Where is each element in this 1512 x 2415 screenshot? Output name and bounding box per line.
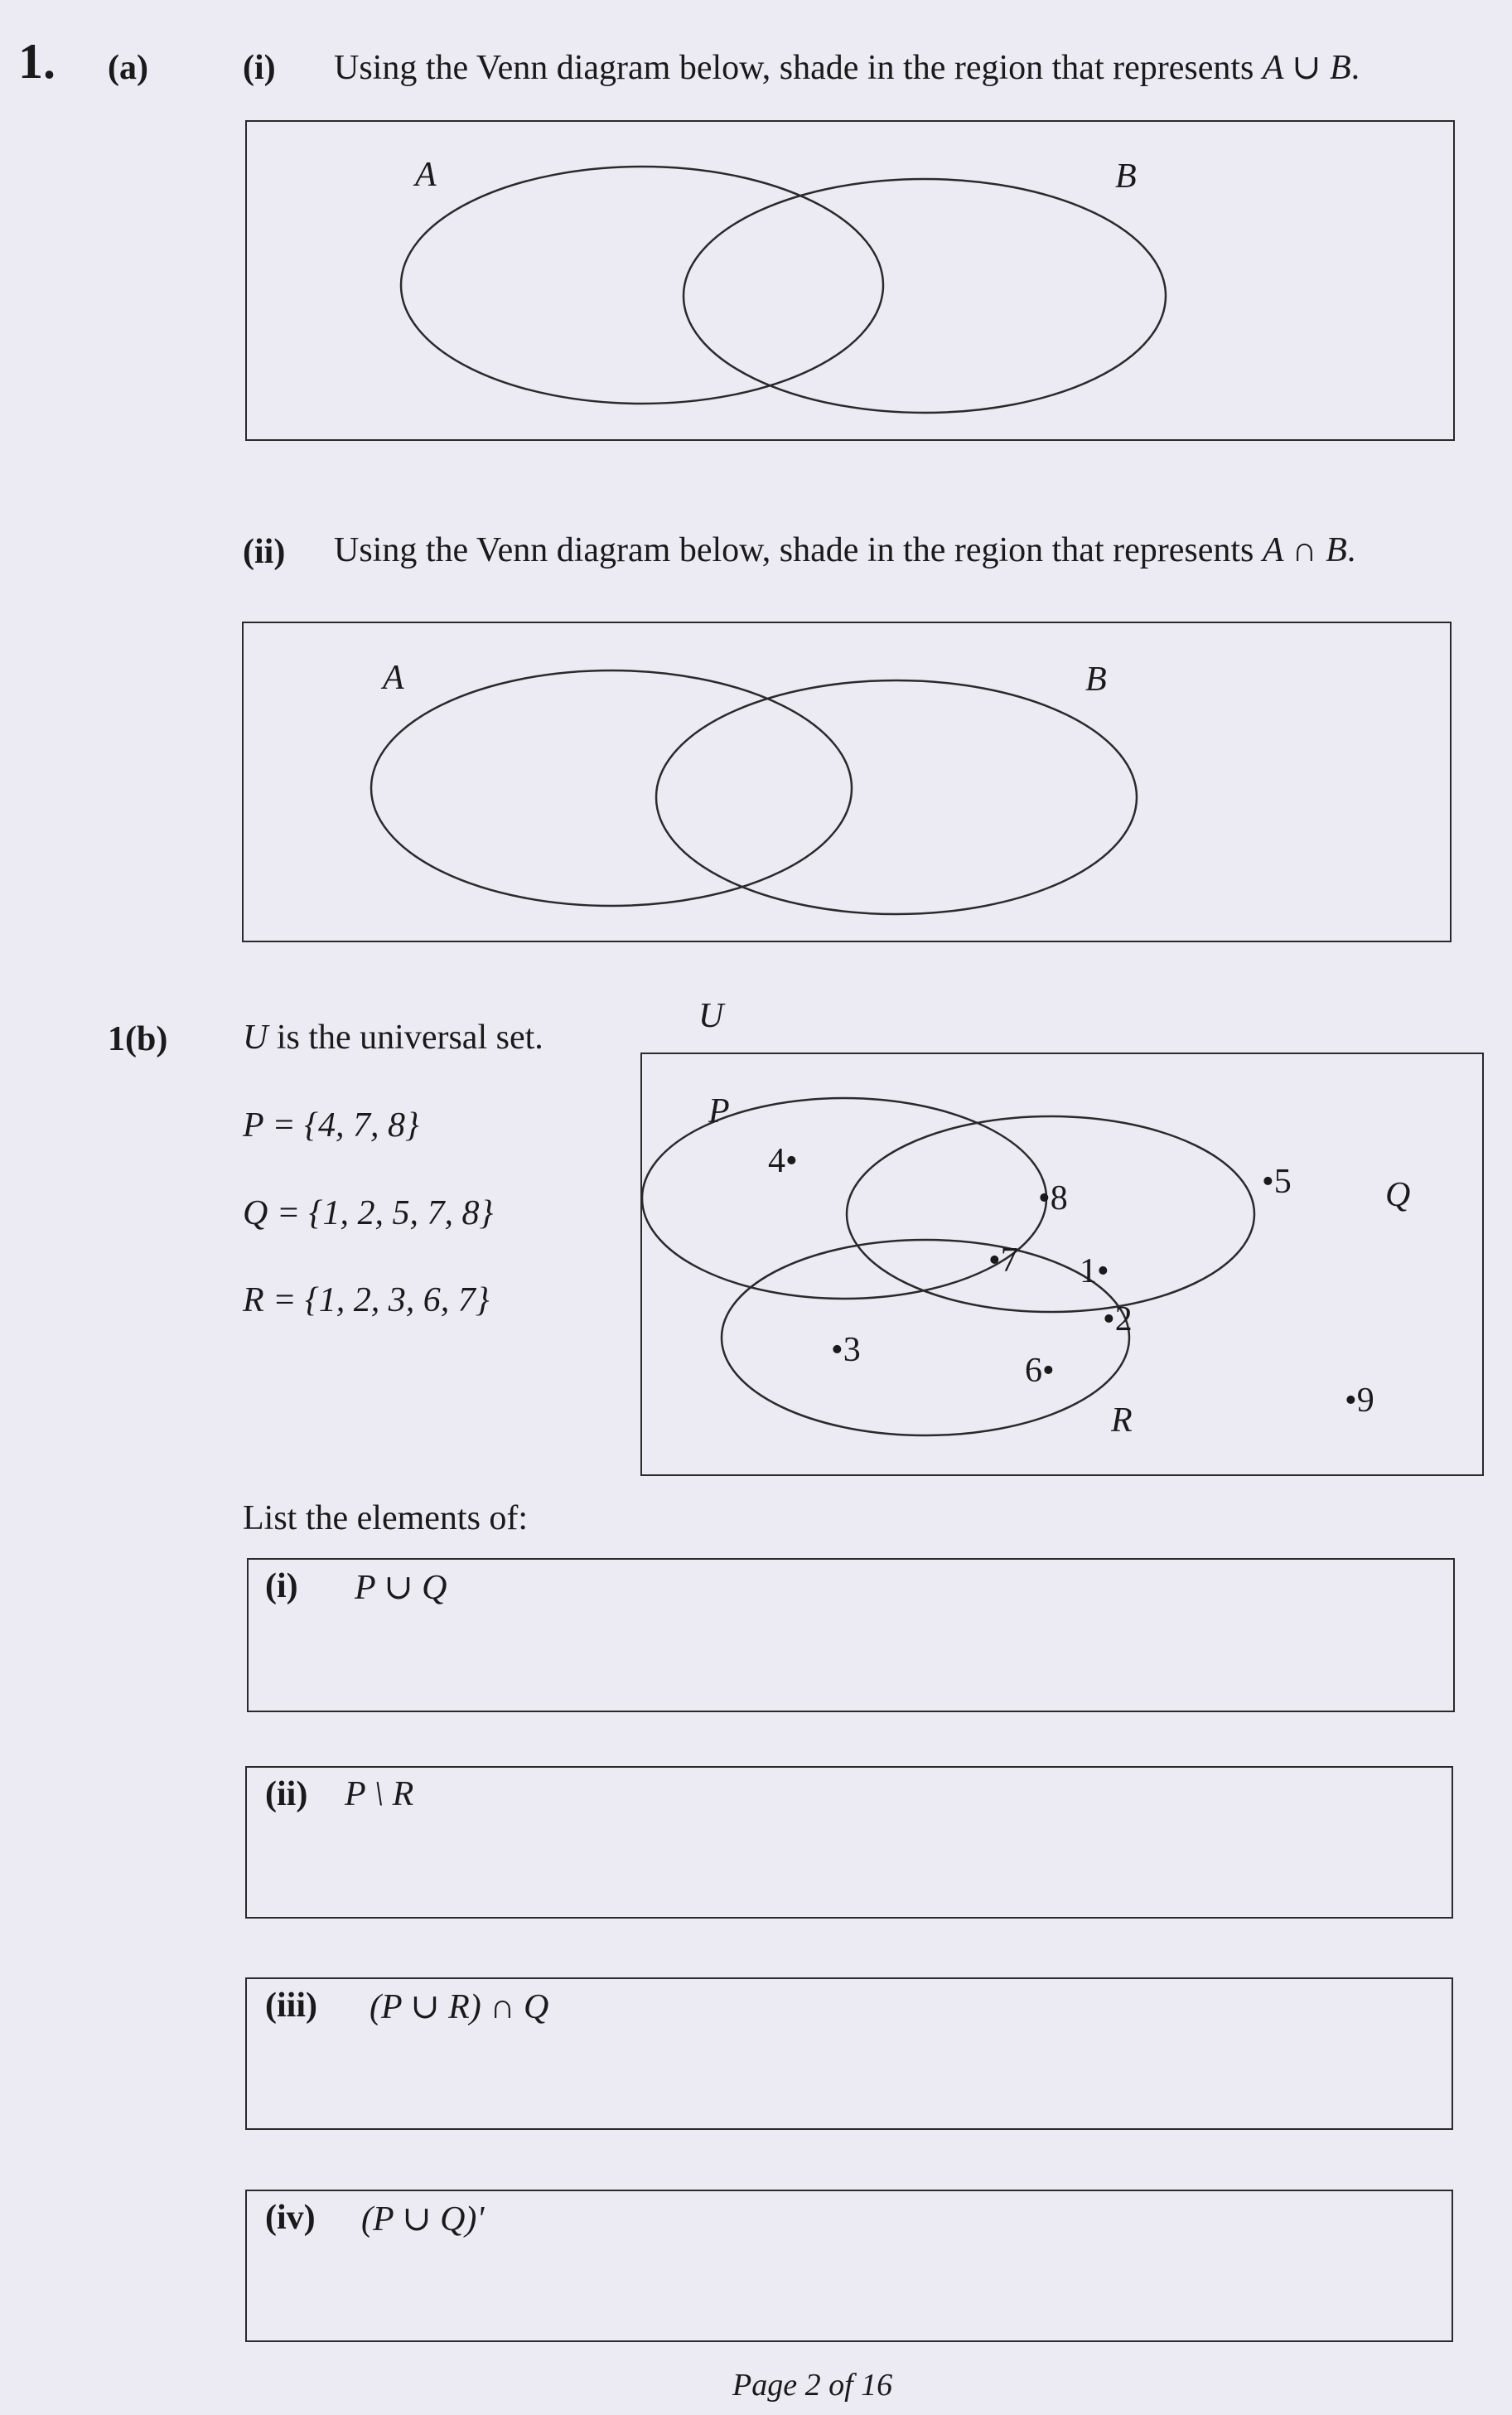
element-8: •8 [1038, 1179, 1068, 1217]
answer-box-iv[interactable] [245, 2190, 1453, 2342]
set-r-label: R [1111, 1401, 1133, 1440]
question-number: 1. [18, 34, 56, 89]
venn-diagram-pqr [640, 1053, 1484, 1476]
universal-set-statement: U is the universal set. [243, 1019, 543, 1057]
set-r-ellipse [722, 1240, 1129, 1435]
answer-iii-expression: (P ∪ R) ∩ Q [370, 1988, 549, 2026]
part-a-i-label: (i) [243, 49, 276, 87]
set-p-label: P [708, 1092, 730, 1130]
set-p-ellipse [642, 1098, 1046, 1299]
set-a-ellipse[interactable] [401, 167, 883, 404]
set-p-definition: P = {4, 7, 8} [243, 1106, 419, 1145]
set-a-ellipse[interactable] [371, 670, 852, 906]
part-a-i-expression: A ∪ B [1262, 49, 1351, 87]
element-1: 1• [1080, 1252, 1109, 1290]
venn-diagram-a-union-b[interactable] [245, 120, 1455, 441]
element-7: •7 [988, 1241, 1018, 1280]
part-a-label: (a) [108, 49, 148, 87]
element-9: •9 [1345, 1382, 1374, 1420]
answer-iii-label: (iii) [265, 1987, 317, 2025]
answer-ii-label: (ii) [265, 1775, 308, 1813]
answer-box-ii[interactable] [245, 1766, 1453, 1919]
part-a-ii-expression: A ∩ B [1262, 531, 1347, 569]
set-a-label: A [415, 156, 437, 194]
answer-box-iii[interactable] [245, 1977, 1453, 2130]
set-b-label: B [1115, 157, 1137, 196]
element-5: •5 [1262, 1163, 1292, 1201]
set-q-label: Q [1385, 1176, 1411, 1214]
part-b-label: 1(b) [108, 1020, 168, 1058]
answer-box-i[interactable] [247, 1558, 1455, 1712]
element-2: •2 [1103, 1300, 1133, 1338]
answer-i-label: (i) [265, 1567, 298, 1605]
page-number: Page 2 of 16 [732, 2368, 893, 2403]
part-a-ii-label: (ii) [243, 533, 286, 571]
element-3: •3 [831, 1331, 861, 1369]
answer-iv-expression: (P ∪ Q)' [361, 2200, 485, 2238]
element-6: 6• [1025, 1352, 1055, 1390]
element-4: 4• [768, 1142, 798, 1180]
answer-ii-expression: P \ R [345, 1775, 414, 1813]
venn-diagram-a-intersection-b[interactable] [242, 622, 1452, 942]
set-r-definition: R = {1, 2, 3, 6, 7} [243, 1281, 490, 1319]
universal-set-label: U [698, 997, 724, 1035]
list-prompt: List the elements of: [243, 1499, 529, 1537]
answer-iv-label: (iv) [265, 2199, 316, 2237]
set-a-label: A [383, 659, 404, 697]
set-q-definition: Q = {1, 2, 5, 7, 8} [243, 1194, 494, 1232]
part-a-i-instruction: Using the Venn diagram below, shade in the region that represents A ∪ B. [334, 49, 1360, 87]
set-b-label: B [1085, 661, 1107, 699]
set-b-ellipse[interactable] [684, 179, 1166, 413]
answer-i-expression: P ∪ Q [355, 1569, 447, 1607]
part-a-ii-instruction: Using the Venn diagram below, shade in the region that represents A ∩ B. [334, 531, 1356, 569]
set-b-ellipse[interactable] [656, 680, 1137, 914]
